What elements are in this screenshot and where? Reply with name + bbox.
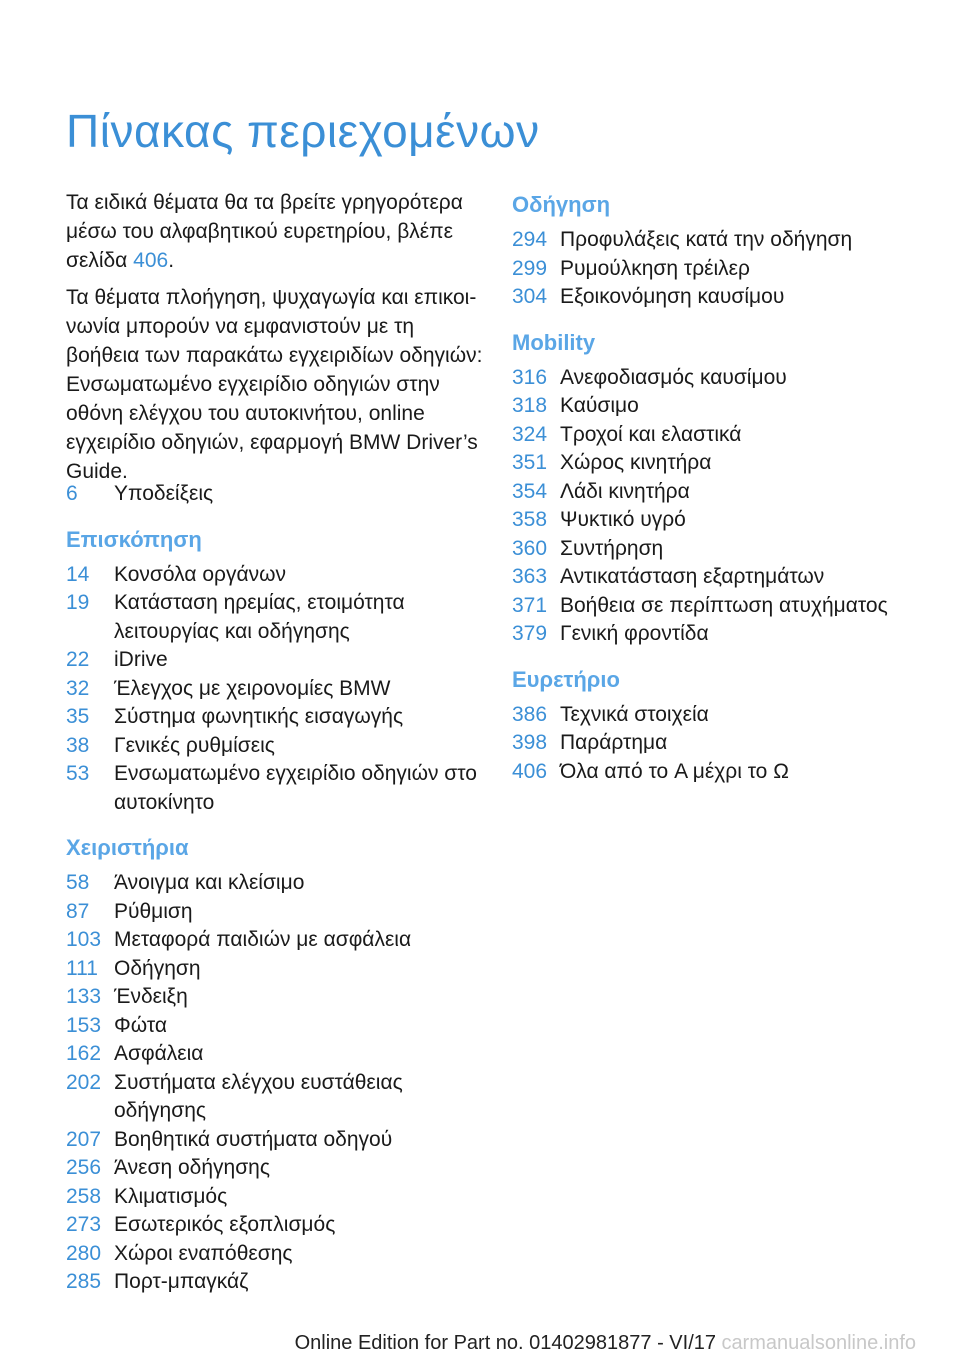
toc-entry-title[interactable]: Υποδείξεις: [114, 482, 214, 505]
toc-entry-title[interactable]: Ένδειξη: [114, 985, 188, 1008]
toc-section: [512, 328, 932, 649]
index-page-link[interactable]: 406: [133, 249, 169, 272]
toc-entry-title[interactable]: Άνεση οδήγησης: [114, 1156, 270, 1179]
toc-entry[interactable]: [66, 1240, 486, 1269]
toc-page-number[interactable]: 398: [512, 731, 548, 754]
toc-entry-title[interactable]: Όλα από το A μέχρι το Ω: [560, 759, 789, 783]
toc-entry[interactable]: [512, 226, 932, 255]
toc-entry[interactable]: [512, 478, 932, 507]
toc-page-number[interactable]: 35: [66, 705, 90, 728]
toc-entry-title[interactable]: Χώροι εναπόθεσης: [114, 1241, 293, 1265]
toc-entry-title[interactable]: Οδήγηση: [114, 956, 201, 980]
toc-page-number[interactable]: 273: [66, 1213, 102, 1236]
toc-section: [512, 665, 932, 787]
toc-entry-title[interactable]: Κλιματισμός: [114, 1184, 228, 1208]
toc-page-number[interactable]: 316: [512, 365, 548, 389]
toc-entry-title[interactable]: Συντήρηση: [560, 536, 664, 560]
toc-page-number[interactable]: 22: [66, 648, 90, 671]
toc-entry[interactable]: [66, 646, 486, 675]
toc-entry[interactable]: [512, 255, 932, 284]
toc-entry[interactable]: [66, 1268, 486, 1297]
toc-entry[interactable]: [66, 675, 486, 704]
toc-page-number[interactable]: 58: [66, 871, 90, 894]
toc-page-number[interactable]: 363: [512, 565, 548, 588]
toc-entry-title[interactable]: Παράρτημα: [560, 731, 668, 754]
toc-page-number[interactable]: 351: [512, 451, 548, 474]
toc-page-number[interactable]: 354: [512, 479, 548, 503]
section-title[interactable]: Χειριστήρια: [66, 835, 189, 860]
toc-page-number[interactable]: 280: [66, 1241, 102, 1265]
toc-page-number[interactable]: 111: [66, 956, 98, 980]
toc-page-number[interactable]: 324: [512, 422, 548, 446]
toc-page-number[interactable]: 162: [66, 1042, 102, 1065]
toc-entry-title[interactable]: Χώρος κινητήρα: [560, 451, 712, 474]
toc-entry-title[interactable]: Ρυμούλκηση τρέιλερ: [560, 256, 750, 280]
toc-page-number[interactable]: 285: [66, 1270, 102, 1293]
toc-entry[interactable]: [66, 983, 486, 1012]
section-title[interactable]: Mobility: [512, 329, 596, 355]
toc-entry-title[interactable]: Καύσιμο: [560, 394, 639, 417]
toc-entry-title[interactable]: Εσωτερικός εξοπλισμός: [114, 1213, 336, 1236]
toc-page-number[interactable]: 207: [66, 1127, 102, 1151]
toc-entry-title[interactable]: Τεχνικά στοιχεία: [560, 702, 709, 726]
toc-entry[interactable]: [512, 392, 932, 421]
toc-entry-title[interactable]: iDrive: [114, 648, 168, 671]
toc-entry[interactable]: [66, 1183, 486, 1212]
section-title[interactable]: Οδήγηση: [512, 192, 611, 217]
toc-page-number[interactable]: 371: [512, 593, 548, 617]
toc-entry[interactable]: [512, 729, 932, 758]
toc-page-number[interactable]: 14: [66, 562, 90, 586]
toc-entry[interactable]: [66, 1012, 486, 1041]
section-title[interactable]: Επισκόπηση: [66, 526, 202, 552]
toc-entry[interactable]: [66, 955, 486, 984]
toc-page-number[interactable]: 360: [512, 536, 548, 560]
page-title: Πίνακας περιεχομένων: [66, 105, 540, 157]
toc-entry[interactable]: [66, 732, 486, 761]
toc-entry-title[interactable]: Προφυλάξεις κατά την οδήγηση: [560, 228, 853, 251]
toc-page-number[interactable]: 103: [66, 928, 102, 951]
toc-page-number[interactable]: 299: [512, 256, 548, 280]
toc-entry[interactable]: [66, 589, 486, 646]
toc-entry-title[interactable]: Γενικές ρυθμίσεις: [114, 733, 275, 757]
toc-entry[interactable]: [512, 506, 932, 535]
toc-entry[interactable]: [512, 283, 932, 312]
toc-entry-title[interactable]: Ανεφοδιασμός καυσίμου: [560, 365, 787, 389]
toc-entry[interactable]: [512, 449, 932, 478]
toc-entry[interactable]: [66, 1040, 486, 1069]
toc-entry-title[interactable]: Ψυκτικό υγρό: [560, 508, 686, 531]
toc-entry[interactable]: [66, 561, 486, 590]
toc-entry-title[interactable]: Λάδι κινητήρα: [560, 479, 690, 503]
toc-entry-title[interactable]: Ρύθμιση: [114, 899, 193, 923]
toc-section: [512, 190, 932, 312]
intro-paragraph-1: [66, 188, 486, 275]
toc-entry[interactable]: [512, 758, 932, 787]
toc-page-number[interactable]: 294: [512, 228, 548, 251]
toc-page-number[interactable]: 133: [66, 985, 102, 1008]
toc-page-number[interactable]: 318: [512, 394, 548, 417]
toc-section: [66, 480, 486, 509]
watermark: carmanualsonline.info: [721, 1332, 916, 1354]
toc-page-number[interactable]: 379: [512, 622, 548, 645]
toc-page-number[interactable]: 358: [512, 508, 548, 531]
intro-period: .: [168, 249, 175, 272]
toc-entry[interactable]: [66, 1154, 486, 1183]
toc-page-number[interactable]: 153: [66, 1013, 102, 1037]
toc-entry[interactable]: [512, 592, 932, 621]
toc-entry-title[interactable]: Έλεγχος με χειρονομίες BMW: [114, 676, 391, 700]
toc-entry-title[interactable]: Σύστημα φωνητικής εισαγωγής: [114, 705, 404, 728]
toc-entry-title[interactable]: Τροχοί και ελαστικά: [560, 422, 742, 446]
toc-entry[interactable]: [512, 421, 932, 450]
toc-entry-title[interactable]: Φώτα: [114, 1013, 167, 1037]
toc-page-number[interactable]: 38: [66, 733, 90, 757]
toc-entry[interactable]: [66, 926, 486, 955]
toc-section: [66, 525, 486, 818]
toc-page-number[interactable]: 202: [66, 1070, 102, 1094]
toc-entry[interactable]: [512, 364, 932, 393]
toc-entry-title[interactable]: Μεταφορά παιδιών με ασφάλεια: [114, 928, 412, 951]
intro-paragraph-2: Τα θέματα πλοήγηση, ψυχαγωγία και επικοινωνία μπορούν να εμφανιστούν με τη βοήθεια των παρακάτω εγχειριδίων οδηγιών: Ενσωματωμένο εγχειρίδιο οδηγιών στην οθόνη ελέγχου του αυτοκινήτου, online εγχειρίδιο οδηγιών, εφαρμογή BMW Driver’s Guide.: [66, 286, 483, 483]
toc-entry-title[interactable]: Συστήματα ελέγχου ευστάθειας οδήγησης: [114, 1070, 403, 1122]
toc-entry-title[interactable]: Γενική φροντίδα: [560, 622, 709, 645]
toc-page-number[interactable]: 304: [512, 285, 548, 308]
toc-entry[interactable]: [66, 703, 486, 732]
footer-edition: Online Edition for Part no. 01402981877 - VI/17: [294, 1332, 716, 1354]
toc-section: [66, 833, 486, 1297]
toc-page-number[interactable]: 87: [66, 899, 90, 923]
intro-text: Τα ειδικά θέματα θα τα βρείτε γρηγορότερα μέσω του αλφαβητικού ευρετηρίου, βλέπε σελίδα: [66, 191, 463, 272]
toc-entry-title[interactable]: Πορτ-μπαγκάζ: [114, 1270, 249, 1293]
toc-entry[interactable]: [512, 701, 932, 730]
toc-page-number[interactable]: 386: [512, 702, 548, 726]
toc-entry[interactable]: [66, 869, 486, 898]
toc-entry[interactable]: [66, 898, 486, 927]
toc-page-number[interactable]: 406: [512, 759, 548, 783]
section-title[interactable]: Ευρετήριο: [512, 666, 620, 692]
toc-entry[interactable]: [66, 1211, 486, 1240]
toc-entry[interactable]: [512, 563, 932, 592]
toc-entry[interactable]: [512, 535, 932, 564]
toc-entry-title[interactable]: Ασφάλεια: [114, 1042, 204, 1065]
toc-entry-title[interactable]: Βοηθητικά συστήματα οδηγού: [114, 1127, 393, 1151]
toc-entry-title[interactable]: Κονσόλα οργάνων: [114, 562, 286, 586]
toc-entry[interactable]: [66, 1126, 486, 1155]
toc-entry-title[interactable]: Αντικατάσταση εξαρτημάτων: [560, 565, 825, 588]
toc-page-number[interactable]: 32: [66, 676, 90, 700]
toc-entry[interactable]: [66, 760, 486, 817]
toc-entry-title[interactable]: Κατάσταση ηρεμίας, ετοιμότητα λειτουργίας και οδήγησης: [114, 591, 405, 643]
toc-right-column: [512, 190, 932, 802]
toc-entry[interactable]: [66, 1069, 486, 1126]
intro: [66, 188, 486, 494]
toc-entry-title[interactable]: Ενσωματωμένο εγχειρίδιο οδηγιών στο αυτοκίνητο: [114, 762, 477, 814]
toc-entry-title[interactable]: Βοήθεια σε περίπτωση ατυχήματος: [560, 593, 888, 617]
toc-page-number[interactable]: 19: [66, 591, 90, 614]
toc-page-number[interactable]: 53: [66, 762, 90, 785]
toc-page-number[interactable]: 6: [66, 482, 78, 505]
toc-page-number[interactable]: 256: [66, 1156, 102, 1179]
toc-entry-title[interactable]: Εξοικονόμηση καυσίμου: [560, 285, 785, 308]
toc-entry-title[interactable]: Άνοιγμα και κλείσιμο: [114, 871, 305, 894]
toc-page-number[interactable]: 258: [66, 1184, 102, 1208]
toc-entry[interactable]: [512, 620, 932, 649]
toc-left-column: [66, 480, 486, 1313]
toc-entry[interactable]: [66, 480, 486, 509]
